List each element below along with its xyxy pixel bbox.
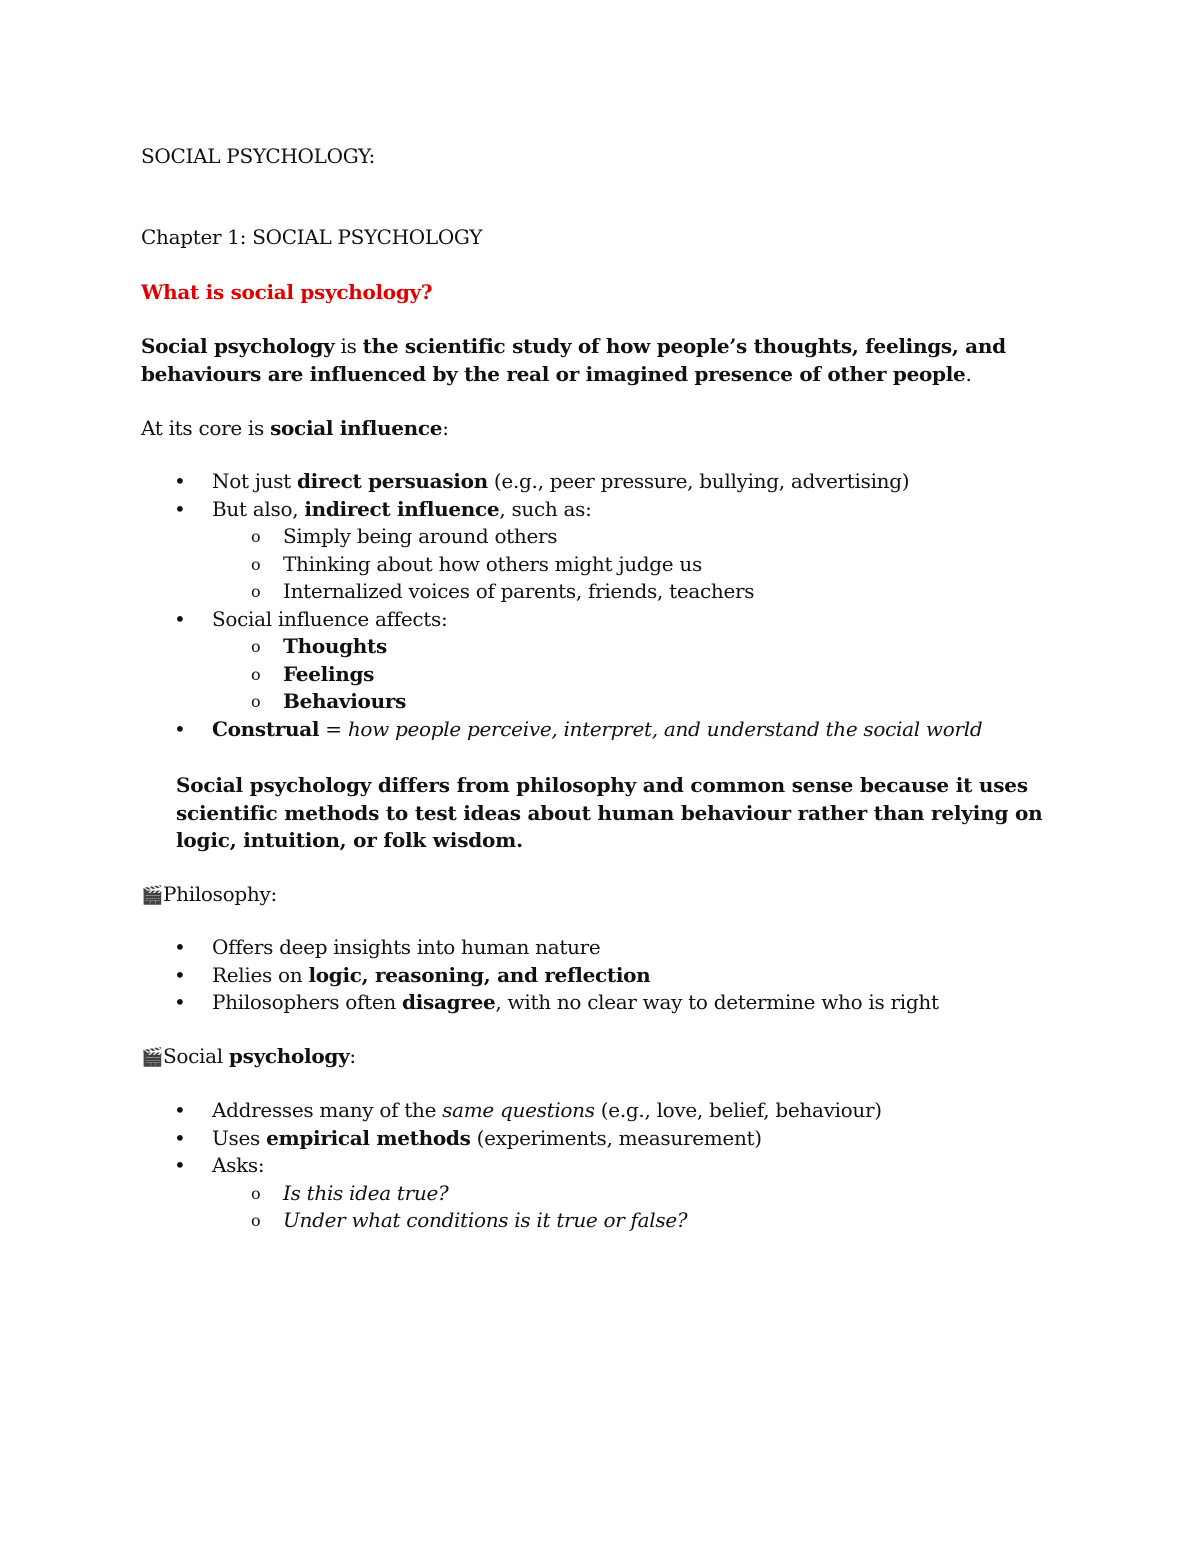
sub-item-text: Thoughts bbox=[283, 634, 387, 658]
item-text: Offers deep insights into human nature bbox=[212, 935, 601, 959]
core-post: : bbox=[442, 416, 449, 440]
bullet-icon: • bbox=[174, 935, 186, 959]
bullet-icon: • bbox=[174, 1098, 186, 1122]
definition-end: . bbox=[965, 361, 972, 386]
core-bold: social influence bbox=[270, 416, 443, 440]
influence-list bbox=[141, 468, 982, 743]
item-text: But also, bbox=[212, 496, 305, 521]
clapper-board-icon: 🎬 bbox=[141, 1047, 164, 1068]
sub-bullet-icon: o bbox=[251, 582, 261, 601]
list-item bbox=[141, 989, 939, 1017]
item-bold: indirect influence bbox=[304, 496, 500, 521]
definition-paragraph bbox=[141, 333, 1061, 388]
differs-paragraph: Social psychology differs from philosophy and common sense because it uses scientific methods to test ideas about human behaviour rather than relying on logic, intuition, or folk wisdom. bbox=[176, 773, 1043, 852]
social-psychology-heading bbox=[141, 1043, 356, 1072]
sub-bullet-icon: o bbox=[251, 664, 261, 684]
social-psychology-list bbox=[141, 1097, 882, 1235]
sub-list-item bbox=[212, 1180, 882, 1208]
item-text: Social influence affects: bbox=[212, 606, 448, 631]
bullet-icon: • bbox=[174, 496, 186, 521]
sub-bullet-icon: o bbox=[251, 637, 261, 656]
section-heading-question: What is social psychology? bbox=[141, 280, 433, 304]
item-text: (e.g., peer pressure, bullying, advertising) bbox=[487, 469, 910, 493]
bullet-icon: • bbox=[174, 1125, 186, 1150]
sub-list-item bbox=[212, 551, 982, 579]
item-text: (experiments, measurement) bbox=[470, 1125, 762, 1150]
sub-bullet-icon: o bbox=[251, 1183, 261, 1203]
definition-is: is bbox=[334, 334, 363, 358]
core-line bbox=[141, 415, 449, 443]
sub-bullet-icon: o bbox=[251, 1211, 261, 1230]
sub-item-text: Feelings bbox=[283, 661, 375, 686]
item-bold: logic, reasoning, and reflection bbox=[308, 962, 651, 987]
list-item bbox=[141, 496, 982, 606]
sub-item-text: Is this idea true? bbox=[283, 1180, 449, 1205]
bullet-icon: • bbox=[174, 1153, 186, 1177]
bullet-icon: • bbox=[174, 469, 186, 493]
item-text: (e.g., love, belief, behaviour) bbox=[594, 1098, 882, 1122]
item-text: Asks: bbox=[212, 1153, 265, 1177]
sub-list bbox=[141, 1180, 882, 1235]
sub-bullet-icon: o bbox=[251, 692, 261, 711]
sub-list-item bbox=[212, 523, 982, 551]
item-bold: empirical methods bbox=[266, 1125, 471, 1150]
sub-list-item bbox=[212, 688, 982, 716]
item-text: Not just bbox=[212, 469, 297, 493]
document-title: SOCIAL PSYCHOLOGY: bbox=[141, 144, 375, 168]
item-text: Uses bbox=[212, 1125, 267, 1150]
socpsy-pre: Social bbox=[163, 1044, 229, 1068]
list-item bbox=[141, 716, 982, 744]
sub-item-text: Internalized voices of parents, friends, teachers bbox=[283, 579, 755, 603]
list-item bbox=[141, 1152, 882, 1235]
philosophy-heading bbox=[141, 881, 277, 910]
item-italic: how people perceive, interpret, and understand the social world bbox=[347, 716, 983, 741]
list-item bbox=[141, 1097, 882, 1125]
sub-bullet-icon: o bbox=[251, 554, 261, 574]
item-bold: direct persuasion bbox=[296, 469, 488, 493]
sub-item-text: Simply being around others bbox=[283, 524, 558, 548]
socpsy-post: : bbox=[349, 1044, 356, 1068]
core-pre: At its core is bbox=[141, 416, 271, 440]
list-item bbox=[141, 962, 939, 990]
bullet-icon: • bbox=[174, 606, 186, 631]
sub-item-text: Under what conditions is it true or false? bbox=[283, 1208, 688, 1232]
item-text: Philosophers often bbox=[212, 990, 403, 1014]
definition-body: the scientific study of how people’s thoughts, feelings, and behaviours are influenced by the real or imagined presence of other people bbox=[141, 334, 1006, 386]
bullet-icon: • bbox=[174, 990, 186, 1014]
clapper-board-icon: 🎬 bbox=[141, 885, 164, 906]
bullet-icon: • bbox=[174, 962, 186, 987]
sub-list bbox=[141, 523, 982, 606]
philosophy-list bbox=[141, 934, 939, 1017]
sub-item-text: Behaviours bbox=[283, 689, 407, 713]
item-bold: disagree bbox=[402, 990, 496, 1014]
item-text: = bbox=[319, 716, 348, 741]
socpsy-bold: psychology bbox=[228, 1044, 350, 1068]
philosophy-label: Philosophy: bbox=[163, 882, 277, 906]
item-italic: same questions bbox=[442, 1098, 595, 1122]
list-item bbox=[141, 606, 982, 716]
item-text: Addresses many of the bbox=[212, 1098, 443, 1122]
item-text: Relies on bbox=[212, 962, 309, 987]
sub-list bbox=[141, 633, 982, 716]
item-text: , with no clear way to determine who is right bbox=[495, 990, 939, 1014]
item-text: , such as: bbox=[499, 496, 592, 521]
sub-bullet-icon: o bbox=[251, 527, 261, 546]
list-item bbox=[141, 934, 939, 962]
sub-list-item bbox=[212, 633, 982, 661]
chapter-heading: Chapter 1: SOCIAL PSYCHOLOGY bbox=[141, 225, 483, 249]
bullet-icon: • bbox=[174, 716, 186, 741]
item-bold: Construal bbox=[212, 716, 320, 741]
definition-term: Social psychology bbox=[141, 334, 335, 358]
list-item bbox=[141, 1125, 882, 1153]
list-item bbox=[141, 468, 982, 496]
sub-list-item bbox=[212, 578, 982, 606]
sub-list-item bbox=[212, 1207, 882, 1235]
sub-list-item bbox=[212, 661, 982, 689]
sub-item-text: Thinking about how others might judge us bbox=[283, 551, 702, 576]
